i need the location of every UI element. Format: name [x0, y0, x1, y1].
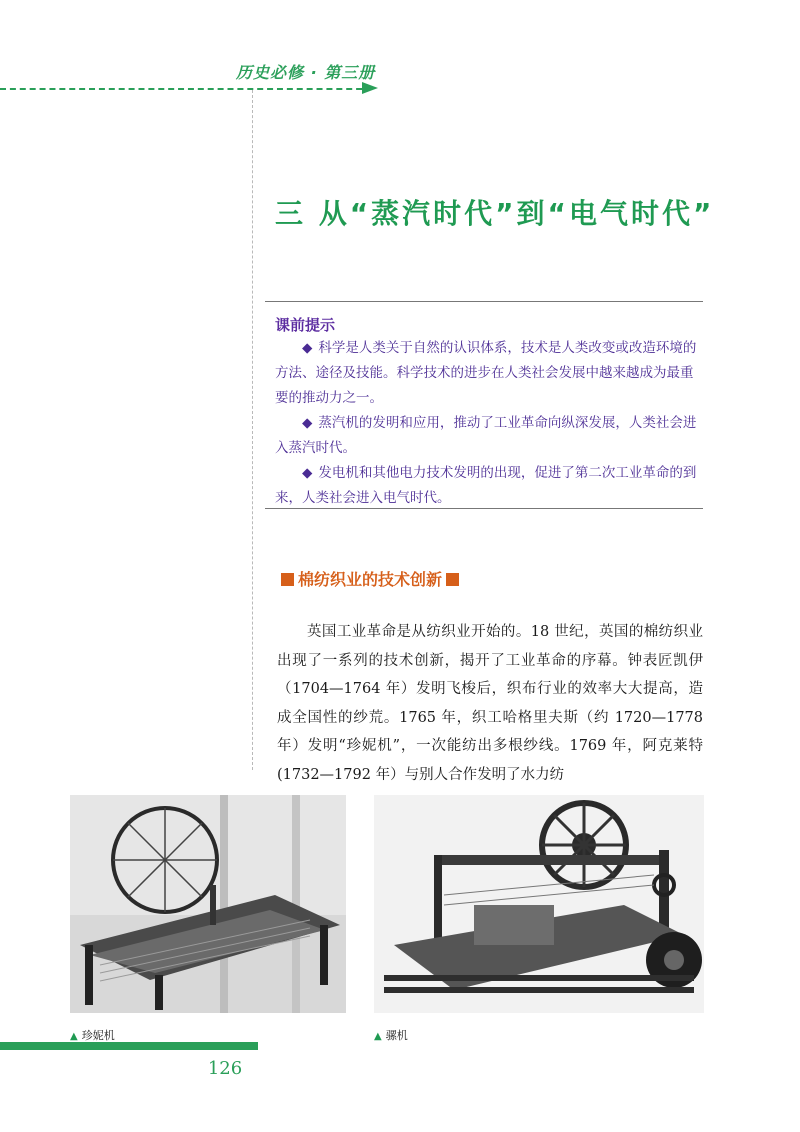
lesson-title: 三 从“蒸汽时代”到“电气时代”: [275, 197, 715, 230]
figure-caption-text: 珍妮机: [81, 1029, 115, 1042]
page-number: 126: [207, 1058, 243, 1079]
figure-caption: [70, 1027, 115, 1043]
triangle-marker-icon: ▲: [374, 1031, 382, 1042]
body-text: [277, 618, 703, 790]
footer-bar: [0, 1042, 258, 1050]
triangle-marker-icon: ▲: [70, 1031, 78, 1042]
diamond-bullet-icon: ◆: [302, 415, 313, 431]
header-dashed-rule: [0, 88, 372, 90]
section-heading-text: 棉纺织业的技术创新: [298, 570, 443, 589]
tips-item: [275, 336, 705, 411]
square-marker-icon: [281, 573, 294, 586]
diamond-bullet-icon: ◆: [302, 465, 313, 481]
figure-caption-text: 骡机: [385, 1029, 408, 1042]
spinning-mule-photo: [374, 795, 704, 1013]
tips-item-text: 科学是人类关于自然的认识体系，技术是人类改变或改造环境的方法、途径及技能。科学技术的进步在人类社会发展中越来越成为最重要的推动力之一。: [275, 340, 697, 406]
tips-item: [275, 411, 705, 461]
tips-item-text: 发电机和其他电力技术发明的出现，促进了第二次工业革命的到来，人类社会进入电气时代。: [275, 465, 697, 506]
square-marker-icon: [446, 573, 459, 586]
running-head: 历史必修 · 第三册: [236, 63, 376, 82]
figure-caption: [374, 1027, 408, 1043]
tips-list: [275, 336, 705, 511]
body-paragraph: 英国工业革命是从纺织业开始的。18 世纪，英国的棉纺织业出现了一系列的技术创新，揭开了工业革命的序幕。钟表匠凯伊（1704—1764 年）发明飞梭后，织布行业的效率大大提高，造成全国性的纱荒。1765 年，织工哈格里夫斯（约 1720—1778 年）发明“珍妮机”，一次能纺出多根纱线。1769 年，阿克莱特(1732—1792 年）与别人合作发明了水力纺: [277, 624, 703, 783]
tips-item: [275, 461, 705, 511]
section-heading: [277, 567, 463, 590]
tips-top-rule: [265, 301, 703, 302]
diamond-bullet-icon: ◆: [302, 340, 313, 356]
spinning-jenny-photo: [70, 795, 346, 1013]
tips-heading: 课前提示: [275, 316, 336, 334]
tips-bottom-rule: [265, 508, 703, 509]
margin-dashed-rule: [252, 90, 253, 770]
tips-item-text: 蒸汽机的发明和应用，推动了工业革命向纵深发展，人类社会进入蒸汽时代。: [275, 415, 697, 456]
header-arrow-icon: [362, 82, 378, 94]
